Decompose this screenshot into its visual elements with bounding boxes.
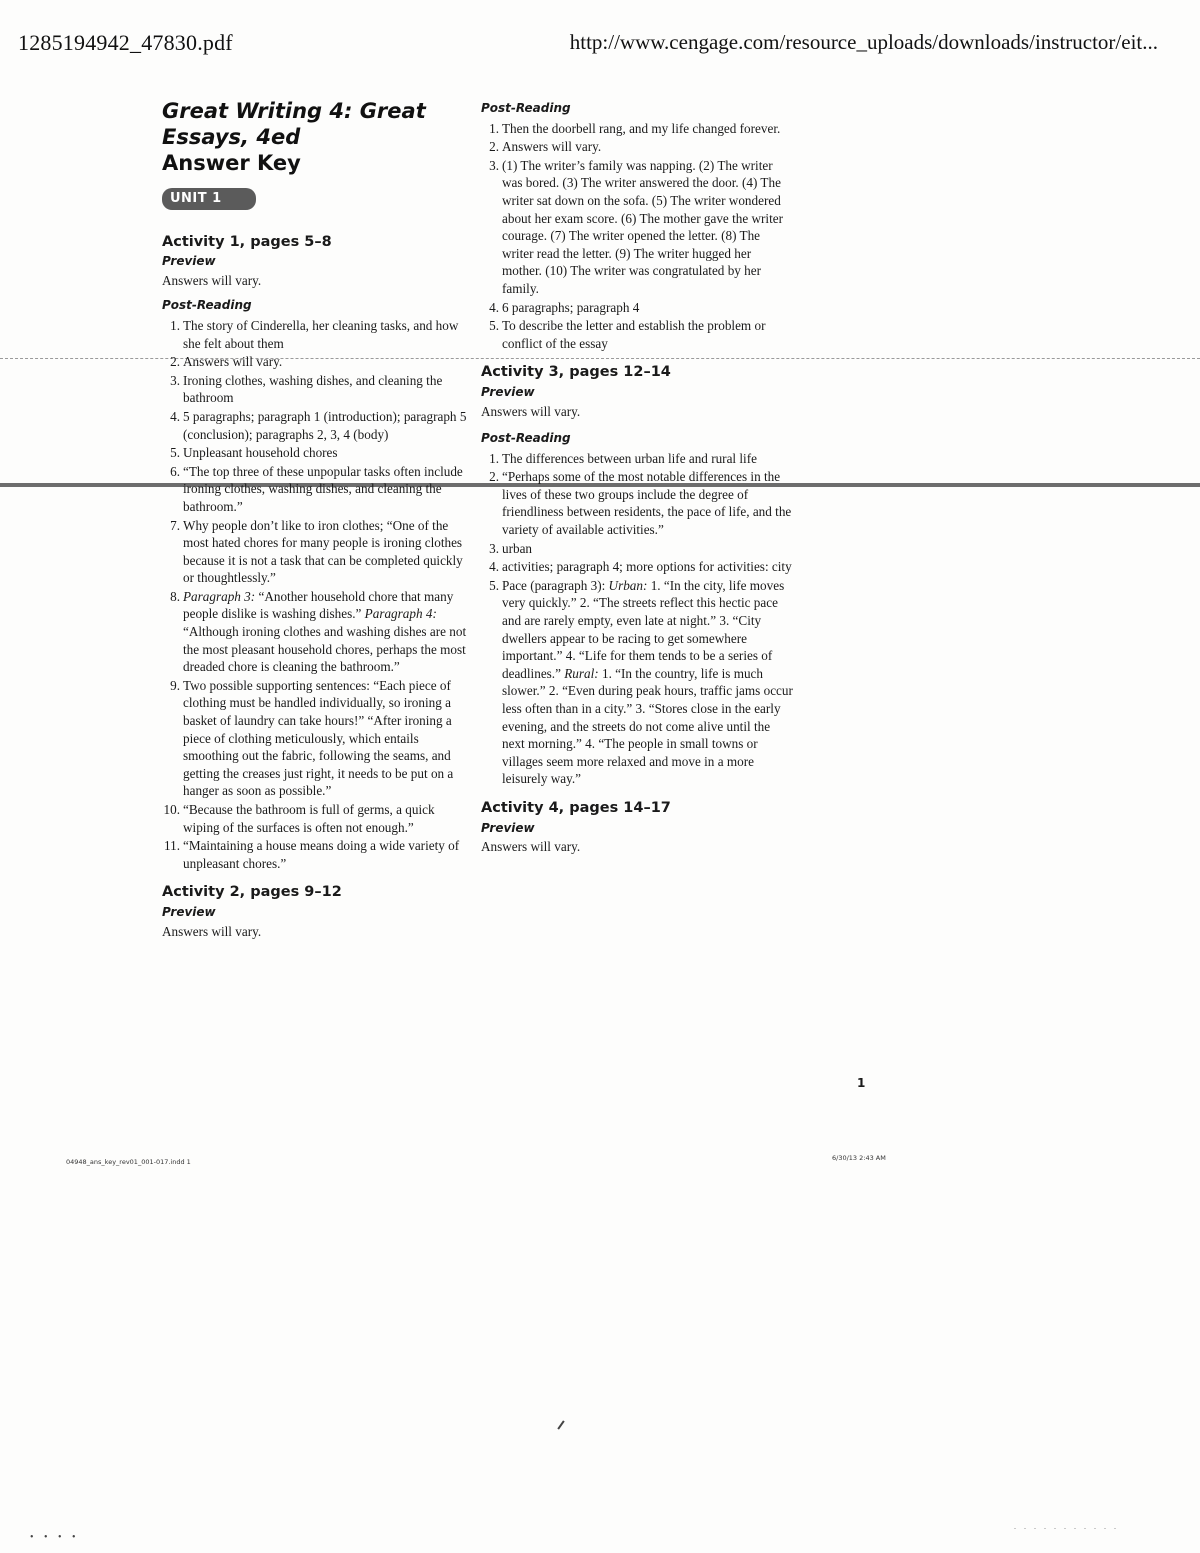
answer-text: “Perhaps some of the most notable differences in the lives of these two groups include the degree of friendliness between residents, the pace of life, and the variety of available activities.”	[502, 469, 792, 538]
unit-badge: UNIT 1	[162, 188, 256, 210]
answer-item	[162, 353, 474, 371]
answer-text: Paragraph 3: “Another household chore that many people dislike is washing dishes.” Paragraph 4: “Although ironing clothes and washing dishes are not the most pleasant household chores, perhaps the most dreaded chore is cleaning the bathroom.”	[183, 588, 467, 675]
answer-text: The differences between urban life and rural life	[502, 450, 757, 466]
activity-1-preview-label: Preview	[162, 254, 216, 269]
answer-text: Ironing clothes, washing dishes, and cleaning the bathroom	[183, 372, 443, 406]
answer-text: Pace (paragraph 3): Urban: 1. “In the city, life moves very quickly.” 2. “The streets reflect this hectic pace and are rarely empty, even late at night.” 3. “City dwellers appear to be racing to get somewhere important.” 4. “Life for them tends to be a series of deadlines.” Rural: 1. “In the country, life is much slower.” 2. “Even during peak hours, traffic jams occur less often than in a city.” 3. “Stores close in the early evening, and the streets do not come alive until the next morning.” 4. “The people in small towns or villages seem more relaxed and move in a more leisurely way.”	[502, 577, 793, 787]
answer-text: Two possible supporting sentences: “Each piece of clothing must be handled individually, so ironing a basket of laundry can take hours!” “After ironing a piece of clothing meticulously, which entails smoothing out the fabric, following the seams, and getting the creases just right, it needs to be put on a hanger as soon as possible.”	[183, 677, 454, 799]
print-slug-timestamp: 6/30/13 2:43 AM	[832, 1154, 886, 1162]
answer-number: 5.	[489, 577, 499, 593]
answer-number: 11.	[164, 838, 180, 854]
answer-number: 3.	[170, 372, 180, 388]
answer-item	[162, 588, 474, 676]
scan-dots-left: • • • •	[30, 1532, 80, 1543]
activity-2-answer-list	[481, 120, 793, 353]
answer-number: 2.	[489, 469, 499, 485]
answer-number: 6.	[170, 463, 180, 479]
answer-item	[162, 408, 474, 443]
answer-item	[162, 517, 474, 587]
activity-2-postreading-label: Post-Reading	[481, 101, 571, 115]
activity-4-preview-text: Answers will vary.	[481, 839, 581, 855]
left-column	[162, 98, 474, 944]
activity-1-postreading-label: Post-Reading	[162, 298, 252, 313]
answer-number: 4.	[489, 559, 499, 575]
answer-number: 7.	[170, 517, 180, 533]
answer-text: activities; paragraph 4; more options for activities: city	[502, 559, 792, 575]
answer-text: Then the doorbell rang, and my life changed forever.	[502, 120, 781, 136]
answer-number: 8.	[170, 588, 180, 604]
pen-mark	[557, 1420, 564, 1429]
answer-item	[481, 577, 793, 788]
document-title	[162, 98, 474, 176]
answer-number: 4.	[170, 408, 180, 424]
activity-2-preview-label: Preview	[162, 904, 216, 919]
activity-3-postreading-label: Post-Reading	[481, 431, 571, 446]
title-line-3: Answer Key	[162, 151, 301, 175]
answer-number: 3.	[489, 540, 499, 556]
answer-text: “Maintaining a house means doing a wide variety of unpleasant chores.”	[183, 838, 460, 871]
answer-text: “Because the bathroom is full of germs, a quick wiping of the surfaces is often not enough.”	[183, 802, 435, 835]
answer-item	[162, 317, 474, 352]
scan-dots-right: . . . . . . . . . . .	[1014, 1522, 1119, 1531]
answer-text: (1) The writer’s family was napping. (2) The writer was bored. (3) The writer answered the door. (4) The writer sat down on the sofa. (5) The writer wondered about her exam score. (6) The mother gave the writer courage. (7) The writer opened the letter. (8) The writer read the letter. (9) The writer hugged her mother. (10) The writer was congratulated by her family.	[502, 157, 783, 296]
answer-text: urban	[502, 540, 533, 556]
answer-number: 1.	[489, 450, 499, 466]
answer-number: 2.	[170, 354, 180, 370]
answer-item	[162, 372, 474, 407]
answer-item	[481, 157, 793, 298]
title-line-2: Essays, 4ed	[162, 125, 301, 149]
answer-item	[481, 558, 793, 576]
activity-3-answer-list	[481, 450, 793, 788]
answer-text: Answers will vary.	[502, 139, 602, 155]
pdf-filename: 1285194942_47830.pdf	[18, 30, 233, 55]
answer-item	[481, 120, 793, 138]
activity-3-preview-label: Preview	[481, 384, 535, 399]
answer-text: Unpleasant household chores	[183, 445, 338, 461]
answer-text: Answers will vary.	[183, 354, 283, 370]
answer-text: “The top three of these unpopular tasks often include ironing clothes, washing dishes, and cleaning the bathroom.”	[183, 463, 463, 514]
answer-item	[162, 837, 474, 872]
activity-4-heading: Activity 4, pages 14–17	[481, 799, 671, 816]
activity-1-heading: Activity 1, pages 5–8	[162, 233, 332, 250]
answer-text: The story of Cinderella, her cleaning tasks, and how she felt about them	[183, 317, 459, 351]
activity-2-preview-text: Answers will vary.	[162, 923, 262, 939]
activity-1-answer-list	[162, 317, 474, 872]
answer-item	[481, 317, 793, 352]
answer-text: 5 paragraphs; paragraph 1 (introduction); paragraph 5 (conclusion); paragraphs 2, 3, 4 (body)	[183, 408, 467, 442]
answer-item	[481, 450, 793, 468]
activity-4-preview-label: Preview	[481, 820, 535, 835]
page-number: 1	[857, 1076, 866, 1090]
answer-number: 9.	[170, 677, 180, 693]
answer-number: 10.	[163, 802, 180, 817]
title-line-1: Great Writing 4: Great	[162, 99, 426, 123]
answer-item	[481, 468, 793, 538]
answer-number: 5.	[170, 445, 180, 461]
print-slug-filename: 04948_ans_key_rev01_001-017.indd 1	[66, 1158, 191, 1166]
answer-number: 5.	[489, 318, 499, 334]
answer-number: 2.	[489, 139, 499, 155]
activity-1-preview-text: Answers will vary.	[162, 272, 262, 288]
source-url: http://www.cengage.com/resource_uploads/downloads/instructor/eit...	[569, 30, 1158, 54]
answer-item	[162, 677, 474, 800]
answer-number: 4.	[489, 299, 499, 315]
activity-2-heading: Activity 2, pages 9–12	[162, 884, 342, 901]
answer-item	[162, 801, 474, 836]
answer-item	[481, 138, 793, 156]
answer-number: 3.	[489, 157, 499, 173]
answer-item	[162, 463, 474, 516]
answer-item	[162, 444, 474, 462]
answer-text: To describe the letter and establish the problem or conflict of the essay	[502, 318, 766, 351]
activity-3-heading: Activity 3, pages 12–14	[481, 364, 671, 381]
right-column	[481, 100, 793, 860]
answer-text: Why people don’t like to iron clothes; “One of the most hated chores for many people is ironing clothes because it is not a task that can be completed quickly or thoughtlessly.”	[183, 517, 463, 586]
answer-number: 1.	[489, 120, 499, 136]
answer-text: 6 paragraphs; paragraph 4	[502, 299, 640, 315]
activity-3-preview-text: Answers will vary.	[481, 403, 581, 419]
answer-item	[481, 540, 793, 558]
answer-item	[481, 299, 793, 317]
answer-number: 1.	[170, 317, 180, 333]
